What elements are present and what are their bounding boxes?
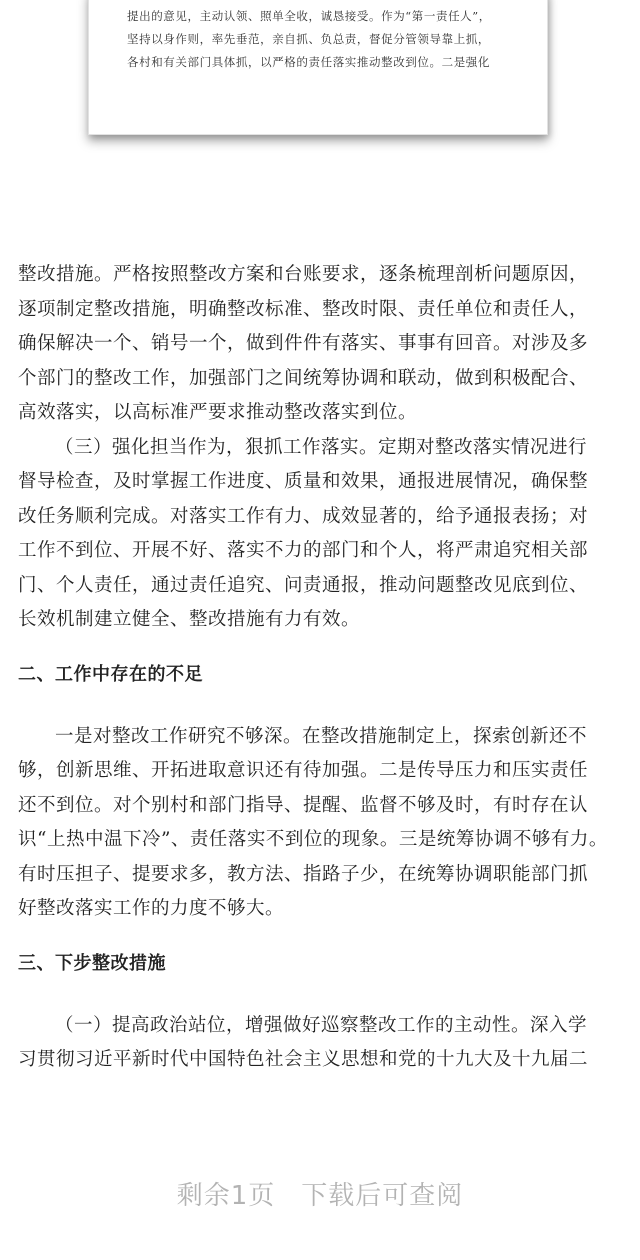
preview-line: 各村和有关部门具体抓，以严格的责任落实推动整改到位。二是强化 <box>127 55 490 69</box>
download-to-view-label: 下载后可查阅 <box>301 1181 464 1211</box>
section-heading-2: 二、工作中存在的不足 <box>18 663 203 685</box>
download-prompt[interactable] <box>0 1175 640 1212</box>
text-line: 门、个人责任，通过责任追究、问责通报，推动问题整改见底到位、 <box>18 574 589 596</box>
text-line: 逐项制定整改措施，明确整改标准、整改时限、责任单位和责任人， <box>18 298 589 320</box>
text-line: 习贯彻习近平新时代中国特色社会主义思想和党的十九大及十九届二 <box>18 1049 589 1070</box>
text-line: 高效落实，以高标准严要求推动整改落实到位。 <box>18 402 418 423</box>
document-body <box>18 258 622 1078</box>
text-line: 还不到位。对个别村和部门指导、提醒、监督不够及时，有时存在认 <box>18 794 589 816</box>
preview-card <box>88 0 548 135</box>
text-line: （一）提高政治站位，增强做好巡察整改工作的主动性。深入学 <box>55 1014 588 1036</box>
text-line: 改任务顺利完成。对落实工作有力、成效显著的，给予通报表扬；对 <box>18 505 589 527</box>
remaining-pages-label: 剩余1页 <box>176 1181 276 1211</box>
text-line: 整改措施。严格按照整改方案和台账要求，逐条梳理剖析问题原因， <box>18 264 589 285</box>
text-line: 工作不到位、开展不好、落实不力的部门和个人，将严肃追究相关部 <box>18 540 589 561</box>
paragraph-4 <box>18 1009 622 1078</box>
text-line: 确保解决一个、销号一个，做到件件有落实、事事有回音。对涉及多 <box>18 333 589 354</box>
preview-line: 坚持以身作则，率先垂范，亲自抓、负总责，督促分管领导靠上抓， <box>127 32 490 46</box>
preview-line: 提出的意见，主动认领、照单全收，诚恳接受。作为“第一责任人”， <box>127 9 491 23</box>
text-line: 一是对整改工作研究不够深。在整改措施制定上，探索创新还不 <box>55 725 588 747</box>
text-line: 长效机制建立健全、整改措施有力有效。 <box>18 609 361 630</box>
section-heading-3: 三、下步整改措施 <box>18 952 166 974</box>
text-line: 够，创新思维、开拓进取意识还有待加强。二是传导压力和压实责任 <box>18 760 589 781</box>
text-line: 个部门的整改工作，加强部门之间统筹协调和联动，做到积极配合、 <box>18 367 589 389</box>
text-line: 好整改落实工作的力度不够大。 <box>18 898 285 919</box>
text-line: 有时压担子、提要求多，教方法、指路子少，在统筹协调职能部门抓 <box>18 863 589 885</box>
paragraph-2 <box>18 431 622 638</box>
paragraph-3 <box>18 720 622 927</box>
text-line: （三）强化担当作为，狠抓工作落实。定期对整改落实情况进行 <box>55 436 588 458</box>
paragraph-1 <box>18 258 622 431</box>
text-line: 督导检查，及时掌握工作进度、质量和效果，通报进展情况，确保整 <box>18 471 589 492</box>
text-line: 识“上热中温下冷”、责任落实不到位的现象。三是统筹协调不够有力。 <box>18 829 608 850</box>
